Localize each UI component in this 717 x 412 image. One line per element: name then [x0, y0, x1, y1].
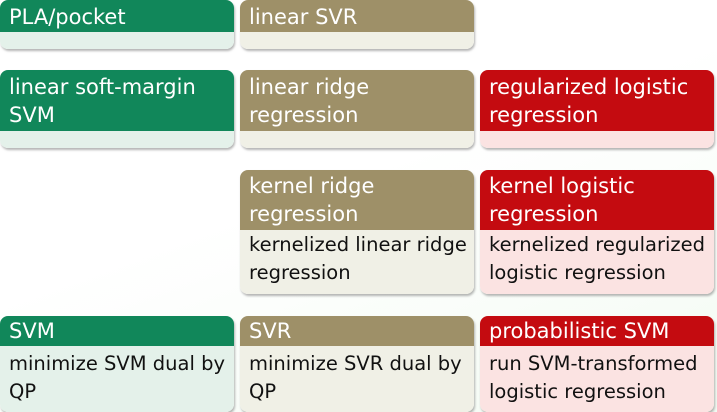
- regularized-logistic-regression-body: [480, 131, 714, 148]
- svr-body: minimize SVR dual by QP: [240, 346, 474, 412]
- kernel-ridge-regression-body: kernelized linear ridge regression: [240, 230, 474, 294]
- linear-soft-margin-svm-body: [0, 131, 234, 148]
- linear-soft-margin-svm-box: [0, 70, 234, 148]
- svm-body: minimize SVM dual by QP: [0, 346, 234, 412]
- svm-box: [0, 316, 234, 412]
- svr-box: [240, 316, 474, 412]
- linear-soft-margin-svm-title: linear soft-margin SVM: [0, 70, 234, 131]
- kernel-ridge-regression-title: kernel ridge regression: [240, 170, 474, 230]
- kernel-logistic-regression-body: kernelized regularized logistic regression: [480, 230, 714, 294]
- probabilistic-svm-box: [480, 316, 714, 412]
- probabilistic-svm-title: probabilistic SVM: [480, 316, 714, 346]
- pla-pocket-body: [0, 32, 234, 49]
- kernel-ridge-regression-box: [240, 170, 474, 294]
- kernel-logistic-regression-title: kernel logistic regression: [480, 170, 714, 230]
- pla-pocket-title: PLA/pocket: [0, 0, 234, 32]
- kernel-logistic-regression-box: [480, 170, 714, 294]
- pla-pocket-box: [0, 0, 234, 49]
- linear-svr-body: [240, 32, 474, 49]
- regularized-logistic-regression-box: [480, 70, 714, 148]
- linear-svr-title: linear SVR: [240, 0, 474, 32]
- svm-title: SVM: [0, 316, 234, 346]
- probabilistic-svm-body: run SVM-transformed logistic regression: [480, 346, 714, 412]
- regularized-logistic-regression-title: regularized logistic regression: [480, 70, 714, 131]
- linear-ridge-regression-title: linear ridge regression: [240, 70, 474, 131]
- linear-svr-box: [240, 0, 474, 49]
- linear-ridge-regression-box: [240, 70, 474, 148]
- linear-ridge-regression-body: [240, 131, 474, 148]
- svr-title: SVR: [240, 316, 474, 346]
